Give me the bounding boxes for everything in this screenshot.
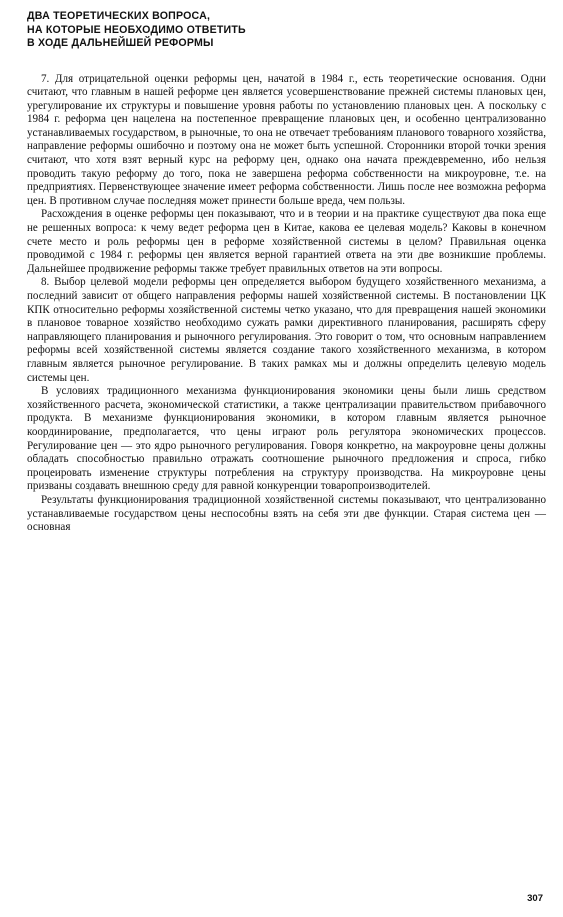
- paragraph-traditional-mechanism: В условиях традиционного механизма функционирования экономики цены были лишь средством хозяйственного расчета, экономической статистики, а также централизации правительством прибавочного продукта. В механизме функционирования экономики, в котором главным является рыночное координирование, предполагается, что цены играют роль регулятора экономических процессов. Регулирование цен — это ядро рыночного регулирования. Говоря конкретно, на макроуровне цены должны обладать способностью правильно отражать соотношение рыночного предложения и спроса, гибко процеировать изменение структуры потребления на структуру производства. На микроуровне цены призваны создавать внешнюю среду для равной конкуренции товаропроизводителей.: [27, 385, 546, 493]
- page-number: 307: [527, 893, 543, 904]
- heading-line-3: В ХОДЕ ДАЛЬНЕЙШЕЙ РЕФОРМЫ: [27, 37, 214, 49]
- heading-line-2: НА КОТОРЫЕ НЕОБХОДИМО ОТВЕТИТЬ: [27, 23, 246, 36]
- section-heading: [27, 10, 546, 51]
- heading-line-1: ДВА ТЕОРЕТИЧЕСКИХ ВОПРОСА,: [27, 10, 211, 22]
- page: [27, 10, 546, 535]
- paragraph-7: 7. Для отрицательной оценки реформы цен, начатой в 1984 г., есть теоретические основания. Одни считают, что главным в нашей реформе цен является усовершенствование прежней системы плановых цен, урегулирование их структуры и повышение уровня работы по установлению плановых цен. А поскольку с 1984 г. реформа цен нацелена на постепенное превращение плановых цен, и особенно централизованно устанавливаемых государством, в рыночные, то она не отвечает требованиям планового товарного хозяйства, направление реформы ошибочно и поэтому она не может быть успешной. Сторонники второй точки зрения считают, что хотя взят верный курс на реформу цен, однако она начата преждевременно, ибо нельзя проводить такую реформу до того, пока не завершена реформа собственности на микроуровне, т.е. на предприятиях. Первенствующее значение имеет реформа собственности. Лишь после нее возможна реформа цен. В противном случае последняя может принести больше вреда, чем пользы.: [27, 72, 546, 207]
- body-text: [27, 73, 546, 535]
- paragraph-8: 8. Выбор целевой модели реформы цен определяется выбором будущего хозяйственного механизма, а последний зависит от общего направления реформы нашей хозяйственной системы. В постановлении ЦК КПК относительно реформы хозяйственной системы четко указано, что для превращения нашей экономики в плановое товарное хозяйство необходимо сужать рамки директивного планирования, расширять сферу направляющего планирования и рыночного регулирования. Это говорит о том, что основным направлением реформы всей хозяйственной системы является создание такого хозяйственного механизма, в котором главным является рыночное регулирование. В таких рамках мы и должны определить целевую модель системы цен.: [27, 276, 546, 384]
- paragraph-discrepancies: Расхождения в оценке реформы цен показывают, что и в теории и на практике существуют два пока еще не решенных вопроса: к чему ведет реформа цен в Китае, какова ее целевая модель? Каковы в конечном счете место и роль реформы цен в реформе хозяйственной системы в целом? Правильная оценка проводимой с 1984 г. реформы цен является верной гарантией ответа на эти две возникшие проблемы. Дальнейшее продвижение реформы также требует правильных ответов на эти вопросы.: [27, 208, 546, 275]
- paragraph-results: Результаты функционирования традиционной хозяйственной системы показывают, что централизованно устанавливаемые государством цены неспособны взять на себя эти две функции. Старая система цен — основная: [27, 493, 546, 534]
